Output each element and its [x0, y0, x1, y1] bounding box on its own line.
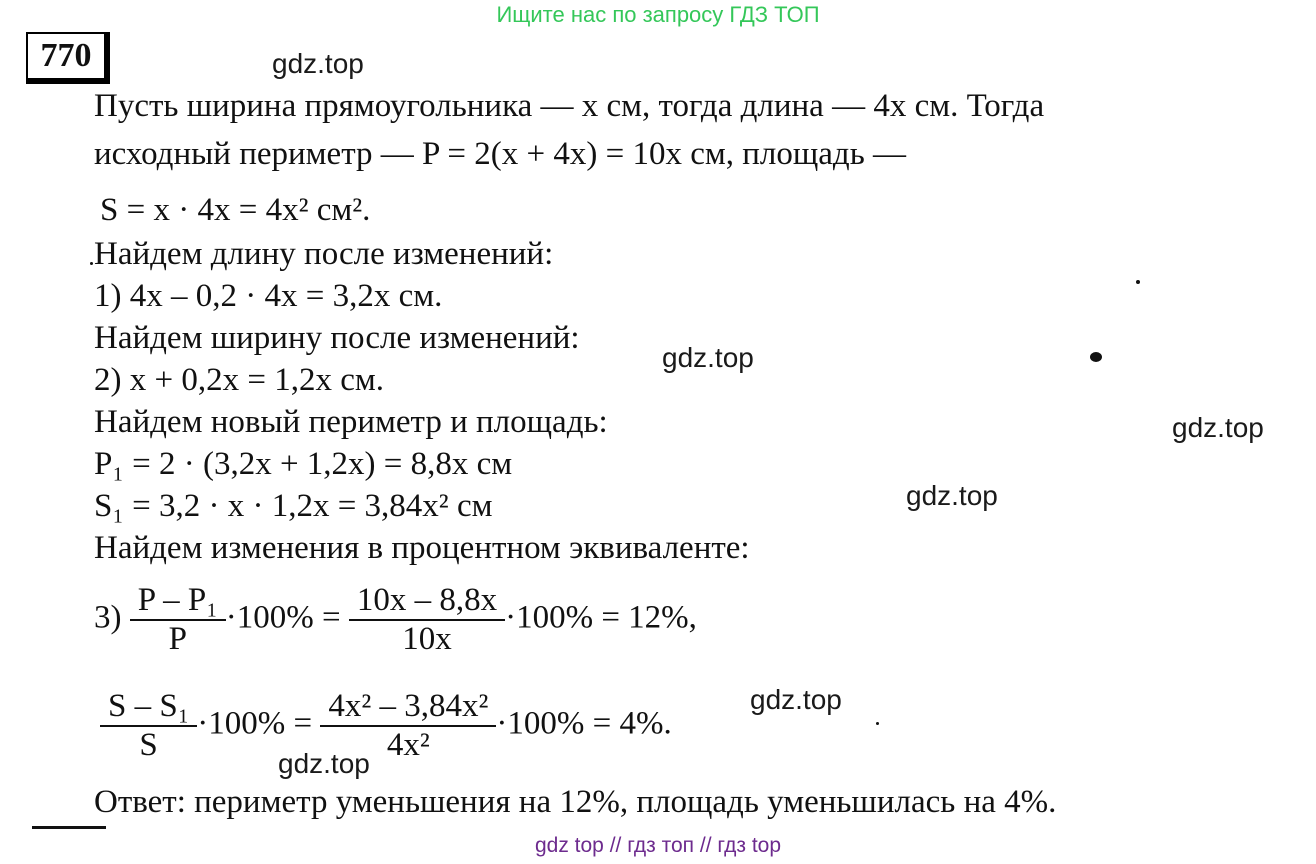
- fraction-denominator: S: [139, 727, 158, 763]
- watermark: gdz.top: [662, 342, 754, 373]
- watermark: gdz.top: [278, 748, 370, 779]
- scan-speck: [1090, 352, 1102, 362]
- watermark: gdz.top: [1172, 412, 1264, 443]
- solution-line: Найдем ширину после изменений:: [94, 320, 580, 356]
- equation-tail: ·100% = 12%,: [505, 599, 697, 636]
- watermark: gdz.top: [906, 480, 998, 511]
- footer-links: gdz top // гдз топ // гдз top: [534, 834, 782, 857]
- fraction: [349, 582, 505, 658]
- fraction-numerator: P – P₁: [130, 582, 226, 621]
- solution-line: 2) x + 0,2x = 1,2x см.: [94, 362, 384, 398]
- solution-line: S = x · 4x = 4x² см².: [100, 192, 371, 228]
- answer-underline: [32, 826, 106, 829]
- fraction: [130, 582, 226, 658]
- solution-line: Найдем длину после изменений:: [94, 236, 554, 272]
- scan-speck: [876, 722, 879, 725]
- equation-prefix: 3): [94, 599, 122, 636]
- fraction-denominator: 4x²: [386, 727, 430, 763]
- solution-line: 1) 4x – 0,2 · 4x = 3,2x см.: [94, 278, 443, 314]
- solution-line: исходный периметр — P = 2(x + 4x) = 10x см, площадь —: [94, 136, 907, 172]
- problem-number: 770: [26, 32, 110, 84]
- watermark: gdz.top: [272, 48, 364, 79]
- answer-line: Ответ: периметр уменьшения на 12%, площадь уменьшилась на 4%.: [94, 784, 1057, 820]
- scan-speck: [90, 262, 93, 265]
- fraction-numerator: 4x² – 3,84x²: [320, 688, 496, 727]
- fraction: [320, 688, 496, 764]
- fraction-numerator: S – S₁: [100, 688, 197, 727]
- equation-middle: ·100% =: [197, 705, 313, 742]
- equation-middle: ·100% =: [225, 599, 341, 636]
- fraction-denominator: 10x: [402, 621, 452, 657]
- equation-percent-perimeter: [94, 582, 697, 658]
- equation-percent-area: [100, 688, 672, 764]
- solution-line: Пусть ширина прямоугольника — x см, тогда длина — 4x см. Тогда: [94, 88, 1045, 124]
- equation-tail: ·100% = 4%.: [496, 705, 672, 742]
- solution-line: S₁ = 3,2 · x · 1,2x = 3,84x² см: [94, 488, 493, 524]
- search-hint-header: Ищите нас по запросу ГДЗ ТОП: [496, 2, 820, 27]
- watermark: gdz.top: [750, 684, 842, 715]
- solution-line: Найдем изменения в процентном эквиваленте:: [94, 530, 750, 566]
- fraction-denominator: P: [168, 621, 187, 657]
- solution-line: P₁ = 2 · (3,2x + 1,2x) = 8,8x см: [94, 446, 513, 482]
- solution-line: Найдем новый периметр и площадь:: [94, 404, 608, 440]
- fraction-numerator: 10x – 8,8x: [349, 582, 505, 621]
- scan-speck: [1136, 280, 1140, 284]
- fraction: [100, 688, 197, 764]
